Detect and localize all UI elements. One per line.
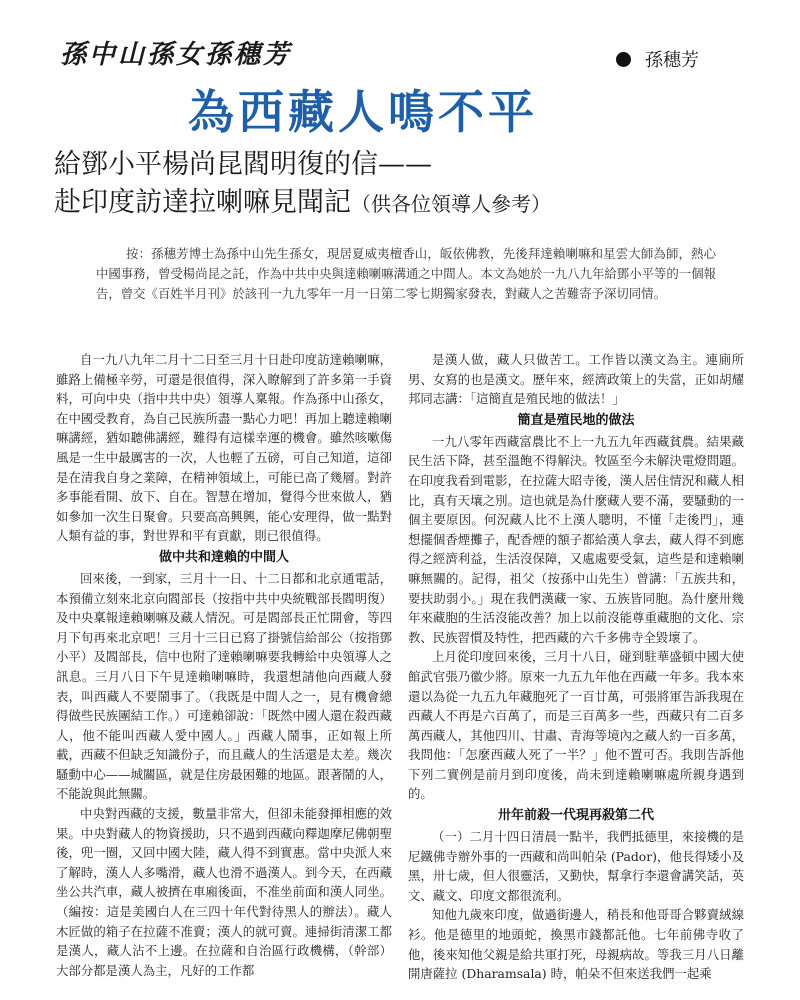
editor-note: 按：孫穗芳博士為孫中山先生孫女，現居夏威夷檀香山，皈依佛教，先後拜達賴喇嘛和星雲大師為師，熱心中國事務，曾受楊尚昆之託，作為中共中央與達賴喇嘛溝通之中間人。本文為她於一九八九年給鄧小平等的一個報告，曾交《百姓半月刊》於該刊一九九零年一月一日第二零七期獨家發表，對藏人之苦難寄予深切同情。 bbox=[96, 246, 716, 301]
article-kicker: 孫中山孫女孫穗芳 bbox=[60, 40, 293, 70]
subtitle-parenthetical: （供各位領導人參考） bbox=[351, 192, 551, 216]
section-heading: 簡直是殖民地的做法 bbox=[517, 412, 635, 428]
paragraph: 中央對西藏的支援，數量非常大，但卻未能發揮相應的效果。中央對藏人的物資援助，只不過到西藏向釋迦摩尼佛朝聖後，兜一圈，又回中國大陸，藏人得不到實惠。當中央派人來了解時，漢人人多嘴滑，藏人也滑不過漢人。到今天，在西藏坐公共汽車，藏人被擠在車廂後面，不准坐前面和漢人同坐。（編按：這是美國白人在三四十年代對待黑人的辦法）。藏人木匠做的箱子在拉薩不准賣；漢人的就可賣。連掃街清潔工都是漢人，藏人沾不上邊。在拉薩和自治區行政機構，（幹部）大部分都是漢人為主，凡好的工作都 bbox=[56, 806, 392, 978]
paragraph: 回來後，一到家，三月十一日、十二日都和北京通電話，本預備立刻來北京向閻部長（按指中共中央統戰部長閻明復）及中央稟報達賴喇嘛及藏人情況。可是閻部長正忙開會，等四月下旬再來北京吧！三月十三日已寫了掛號信給部公（按指鄧小平）及閻部長，信中也附了達賴喇嘛要我轉給中央領導人之訊息。三月八日下午見達賴喇嘛時，我還想請他向西藏人發表，叫西藏人不要鬧事了。（我既是中間人之一，見有機會總得做些民族團結工作。）可達賴卻說：「既然中國人還在殺西藏人，他不能叫西藏人愛中國人。」西藏人鬧事，正如報上所載，西藏不但缺乏知識份子，而且藏人的生活還是太差。幾次騷動中心——城關區，就是住房最困難的地區。跟著鬧的人，不能說與此無關。 bbox=[56, 570, 392, 802]
bullet-icon bbox=[616, 52, 631, 67]
paragraph: 上月從印度回來後，三月十八日，碰到駐華盛頓中國大使館武官張乃徽少將。原來一九五九年他在西藏一年多。我本來還以為從一九五九年藏胞死了一百廿萬，可張將軍告訴我現在西藏人不再是六百萬了，而是三百萬多一些，西藏只有二百多萬西藏人，其他四川、甘肅、青海等境內之藏人約一百多萬，我問他：「怎麼西藏人死了一半？」他不置可否。我則告訴他下列二實例是前月到印度後，尚未到達賴喇嘛處所親身遇到的。 bbox=[408, 649, 744, 802]
subtitle-line-1: 給鄧小平楊尚昆閻明復的信—— bbox=[54, 149, 432, 180]
left-column bbox=[56, 350, 392, 980]
author-name: 孫穗芳 bbox=[645, 50, 699, 71]
paragraph: 自一九八九年二月十二日至三月十日赴印度訪達賴喇嘛，雖路上備極辛勞，可還是很值得，深入瞭解到了許多第一手資料，可向中央（指中共中央）領導人稟報。作為孫中山孫女，在中國受教育，為自己民族所盡一點心力吧！再加上聽達賴喇嘛講經，猶如聽佛講經，難得有這樣幸運的機會。雖然咳嗽傷風是一生中最厲害的一次，人也輕了五磅，可自己知道，這卻是在清我自身之業障，在精神領域上，可能已高了幾層。對許多事能看開、放下、自在。智慧在增加，覺得今世來做人，猶如參加一次生日聚會。只要高高興興，能心安理得，做一點對人類有益的事，對世界和平有貢獻，則已很值得。 bbox=[56, 352, 392, 544]
paragraph: 是漢人做，藏人只做苦工。工作皆以漢文為主。連廁所男、女寫的也是漢文。歷年來，經濟政策上的失當，正如胡耀邦同志講：「這簡直是殖民地的做法！」 bbox=[408, 352, 744, 407]
section-heading: 卅年前殺一代現再殺第二代 bbox=[497, 808, 654, 824]
section-heading: 做中共和達賴的中間人 bbox=[158, 549, 289, 565]
subtitle-text: 赴印度訪達拉喇嘛見聞記 bbox=[54, 187, 351, 218]
right-column bbox=[408, 350, 744, 984]
paragraph: （一）二月十四日清晨一點半，我們抵德里，來接機的是尼鐵佛寺辦外事的一西藏和尚叫帕朵 (Pador)，他長得矮小及黑，卅七歲，但人很靈活，又勤快，幫拿行李還會講笑話，英文、藏文、印度文都很流利。 bbox=[408, 829, 744, 903]
paragraph: 知他九歲來印度，做過街邊人，稍長和他哥哥合夥賣絨線衫。他是德里的地頭蛇，換黑市錢都託他。七年前佛寺收了他，後來知他父親是給共軍打死，母親病故。等我三月八日離開唐薩拉 (Dharamsala) 時，帕朵不但來送我們一起乘 bbox=[408, 907, 744, 982]
subtitle-line-2 bbox=[54, 180, 551, 219]
byline bbox=[616, 46, 699, 72]
paragraph: 一九八零年西藏富農比不上一九五九年西藏貧農。結果藏民生活下降，甚至溫飽不得解決。牧區至今未解決電燈問題。在印度我看到電影，在拉薩大昭寺後，漢人居住情況和藏人相比，真有天壤之別。這也就是為什麼藏人要不滿，要騷動的一個主要原因。何況藏人比不上漢人聰明，不懂「走後門」，連想擺個香煙攤子，配香煙的額子都給漢人拿去，藏人得不到應得之經濟利益，生活沒保障，又處處要受氣，這些是和達賴喇嘛無關的。記得，祖父（按孫中山先生）曾講：「五族共和，要扶助弱小。」現在我們漢藏一家、五族皆同胞。為什麼卅幾年來藏胞的生活沒能改善？加上以前沒能尊重藏胞的文化、宗教、民族習慣及特性，把西藏的六千多佛寺全毀壞了。 bbox=[408, 433, 744, 645]
article-headline: 為西藏人鳴不平 bbox=[188, 85, 538, 139]
